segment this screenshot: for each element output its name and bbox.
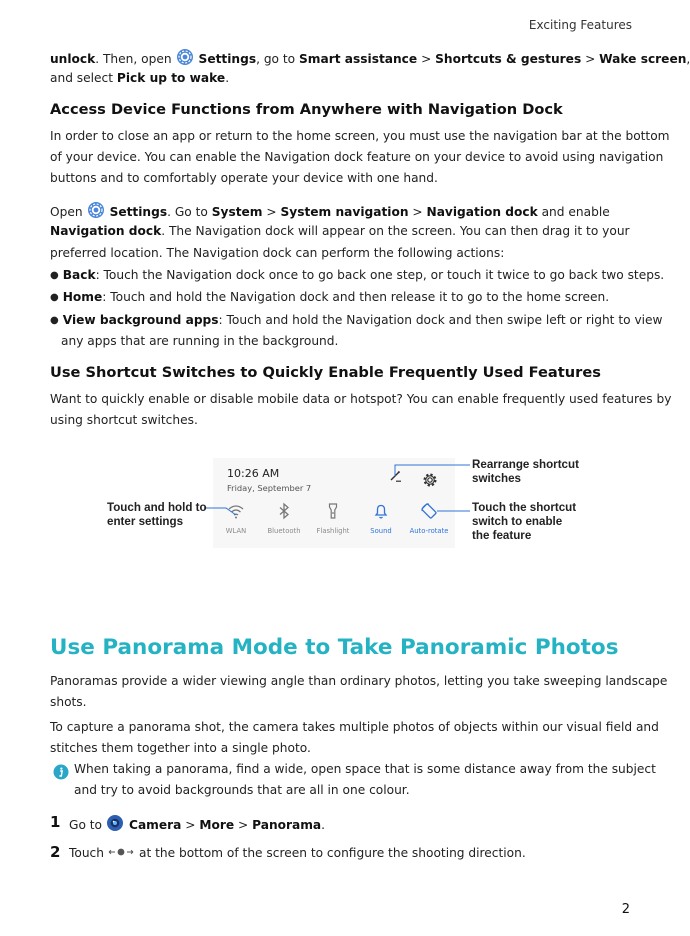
nav-dock-heading: Access Device Functions from Anywhere with Navigation Dock — [50, 101, 563, 118]
nav-dock-line-2: Navigation dock. The Navigation dock will appear on the screen. You can then drag it to your — [50, 224, 630, 238]
direction-arrows-icon — [108, 847, 134, 865]
panorama-para-line: shots. — [50, 695, 87, 709]
page-number: 2 — [621, 902, 630, 917]
bullet-home: ● Home: Touch and hold the Navigation dock and then release it to go to the home screen. — [50, 290, 610, 304]
info-note-icon — [53, 764, 69, 780]
bullet-back: ● Back: Touch the Navigation dock once to go back one step, or touch it twice to go back two steps. — [50, 268, 665, 282]
step-number: 2 — [50, 843, 61, 861]
bullet-background-apps: ● View background apps: Touch and hold the Navigation dock and then swipe left or right to view — [50, 313, 663, 327]
shortcuts-para-line: Want to quickly enable or disable mobile data or hotspot? You can enable frequently used features by — [50, 392, 672, 406]
shortcuts-heading: Use Shortcut Switches to Quickly Enable Frequently Used Features — [50, 364, 601, 381]
bullet-dot: ● — [50, 270, 59, 281]
panel-time: 10:26 AM — [227, 467, 280, 480]
callout-enable: Touch the shortcut switch to enable the feature — [472, 501, 577, 542]
note-line: and try to avoid backgrounds that are all in one colour. — [74, 783, 410, 797]
tile-label: Auto-rotate — [409, 527, 449, 535]
tile-label: Sound — [370, 527, 392, 535]
step-number: 1 — [50, 813, 61, 831]
nav-dock-line-3: preferred location. The Navigation dock can perform the following actions: — [50, 246, 505, 260]
camera-app-icon — [106, 814, 124, 837]
callout-rearrange: Rearrange shortcut switches — [472, 458, 579, 485]
nav-dock-para-line: of your device. You can enable the Navigation dock feature on your device to avoid using navigation — [50, 150, 664, 164]
nav-dock-para-line: In order to close an app or return to the home screen, you must use the navigation bar at the bottom — [50, 129, 670, 143]
panorama-para-line: stitches them together into a single photo. — [50, 741, 311, 755]
bullet-background-apps-cont: any apps that are running in the background. — [61, 334, 339, 348]
tile-label: Bluetooth — [267, 527, 301, 535]
intro-line-2: and select Pick up to wake. — [50, 71, 230, 85]
step-2: Touch at the bottom of the screen to configure the shooting direction. — [69, 844, 526, 865]
step-1: Go to Camera > More > Panorama. — [69, 814, 325, 837]
shortcuts-para-line: using shortcut switches. — [50, 413, 198, 427]
callout-settings: Touch and hold to enter settings — [107, 501, 207, 528]
running-header: Exciting Features — [528, 18, 632, 32]
nav-dock-open-line: Open Settings. Go to System > System navigation > Navigation dock and enable — [50, 201, 610, 224]
panorama-heading: Use Panorama Mode to Take Panoramic Photos — [50, 635, 619, 660]
panorama-para-line: Panoramas provide a wider viewing angle than ordinary photos, letting you take sweeping landscape — [50, 674, 668, 688]
intro-line-1: unlock. Then, open Settings, go to Smart assistance > Shortcuts & gestures > Wake screen, — [50, 48, 690, 71]
nav-dock-para-line: buttons and to comfortably operate your device with one hand. — [50, 171, 438, 185]
panorama-para-line: To capture a panorama shot, the camera takes multiple photos of objects within our visual field and — [50, 720, 659, 734]
tile-label: WLAN — [225, 527, 247, 535]
tile-label: Flashlight — [316, 527, 350, 535]
panel-date: Friday, September 7 — [227, 483, 312, 493]
bullet-dot: ● — [50, 315, 59, 326]
note-line: When taking a panorama, find a wide, open space that is some distance away from the subject — [74, 762, 656, 776]
bullet-dot: ● — [50, 292, 59, 303]
